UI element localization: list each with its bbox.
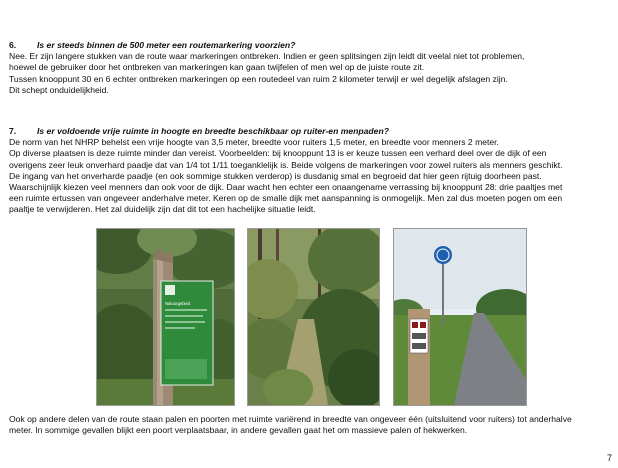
question-number: 7. xyxy=(9,126,17,136)
body-line: De ingang van het onverharde paadje (en ook sommige stukken verderop) is dusdanig smal en begroeid dat hier geen rijtuig doorheen past. xyxy=(9,170,542,181)
question-number: 6. xyxy=(9,40,17,50)
photo-green-sign xyxy=(96,228,235,406)
body-line: hoewel de gebruiker door het ontbreken van markeringen kan gaan twijfelen of men wel op de juiste route zit. xyxy=(9,62,425,73)
section-6 xyxy=(9,40,609,96)
body-line: paaltje te verwijderen. Het zal duidelijk zijn dat dit tot een hachelijke situatie leidt. xyxy=(9,204,316,215)
body-line: een ruimte ertussen van ongeveer anderhalve meter. Keren op de smalle dijk met aanspanning is onmogelijk. Men zal dus moeten pogen om een xyxy=(9,193,563,204)
body-line: Dit schept onduidelijkheid. xyxy=(9,84,109,95)
question-text: Is er steeds binnen de 500 meter een routemarkering voorzien? xyxy=(37,40,296,50)
body-line: Tussen knooppunt 30 en 6 echter ontbreken markeringen op een routedeel van ruim 2 kilometer terwijl er wel degelijk afslagen zijn. xyxy=(9,73,508,84)
question-7 xyxy=(9,126,609,137)
body-line: Op diverse plaatsen is deze ruimte minder dan vereist. Voorbeelden: bij knooppunt 13 is er keuze tussen een verhard deel over de dijk of een xyxy=(9,148,547,159)
question-6 xyxy=(9,40,609,51)
photo-overgrown-path xyxy=(247,228,380,406)
body-line: Waarschijnlijk kiezen veel menners dan ook voor de dijk. Daar wacht hen echter een onaangename verrassing bij knooppunt 28: drie paaltjes met xyxy=(9,182,563,193)
body-line: overigens zeer leuk onverhard paadje dat van 1/4 tot 1/11 toeganklelijk is. Beide volgens de markeringen voor zowel ruiters als menners geschikt. xyxy=(9,159,563,170)
photo-row xyxy=(96,228,526,404)
question-text: Is er voldoende vrije ruimte in hoogte en breedte beschikbaar op ruiter-en menpaden? xyxy=(37,126,389,136)
sign-text: Natuurgebied xyxy=(165,301,191,306)
section-7 xyxy=(9,126,609,216)
body-line: Nee. Er zijn langere stukken van de route waar markeringen ontbreken. Indien er geen splitsingen zijn leidt dit veelal niet tot problemen, xyxy=(9,51,525,62)
body-line: meter. In sommige gevallen blijkt een poort verplaatsbaar, in andere gevallen gaat het om massieve palen of hekwerken. xyxy=(9,425,468,436)
page-number: 7 xyxy=(606,452,612,463)
closing-paragraph xyxy=(9,414,609,436)
body-line: De norm van het NHRP behelst een vrije hoogte van 3,5 meter, breedte voor ruiters 1,5 meter, en breedte voor menners 2 meter. xyxy=(9,137,499,148)
body-line: Ook op andere delen van de route staan palen en poorten met ruimte variërend in breedte van ongeveer één (uitsluitend voor ruiters) tot anderhalve xyxy=(9,414,572,424)
photo-dike-posts xyxy=(393,228,527,406)
